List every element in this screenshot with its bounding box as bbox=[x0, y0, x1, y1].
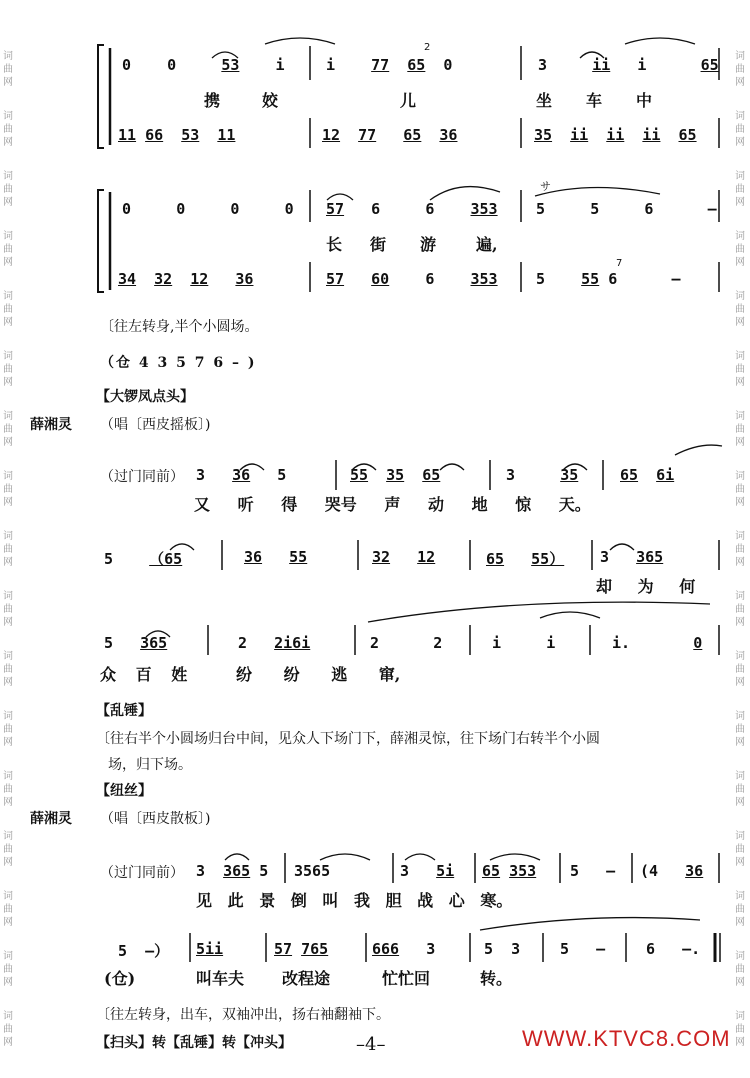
line7-notes-m5: 5 3 bbox=[484, 940, 521, 958]
line6-notes-m4: 65 353 bbox=[482, 862, 537, 880]
system2-top-row-m3: 5 5 6 – bbox=[536, 200, 717, 218]
lyric: 坐 bbox=[536, 91, 553, 110]
line5-notes-m2: 2 2i6i bbox=[238, 634, 311, 652]
watermark-glyph: 词 曲 网 bbox=[735, 531, 745, 568]
watermark-glyph: 词 曲 网 bbox=[735, 771, 745, 808]
watermark-glyph: 词 曲 网 bbox=[3, 291, 13, 328]
system2-top-row-m2: 57 6 6 353 bbox=[326, 200, 498, 218]
role-name: 薛湘灵 bbox=[30, 417, 72, 433]
line7-notes-m2: 5ii bbox=[196, 940, 224, 958]
watermark-glyph: 词 曲 网 bbox=[3, 591, 13, 628]
watermark-glyph: 词 曲 网 bbox=[735, 171, 745, 208]
grace-note: 7 bbox=[616, 258, 623, 269]
watermark-glyph: 词 曲 网 bbox=[735, 711, 745, 748]
system2-bottom-row-m3: 5 55 6 – bbox=[536, 270, 681, 288]
grace-note: 2 bbox=[424, 42, 431, 53]
line7-lyric: 叫车夫 bbox=[196, 969, 245, 988]
line5-notes-m3: 2 2 bbox=[370, 634, 443, 652]
prelude: （过门同前） bbox=[100, 469, 184, 485]
percussion-line: （仓 4 3 5 7 6 – ) bbox=[100, 355, 257, 371]
gong-cue: 【乱锤】 bbox=[96, 703, 152, 719]
watermark-glyph: 词 曲 网 bbox=[735, 231, 745, 268]
line4-notes: 5 （65 bbox=[104, 550, 183, 568]
line7-notes: 5 –） bbox=[118, 942, 170, 960]
watermark-glyph: 词 曲 网 bbox=[3, 171, 13, 208]
line6-notes-m5: 5 – bbox=[570, 862, 616, 880]
mark: サ bbox=[540, 180, 551, 193]
system1-top-row-m2: i 77 65 0 bbox=[326, 56, 453, 74]
line7-lyric: 改程途 bbox=[282, 969, 331, 988]
stage-direction: 〔往右半个小圆场归台中间，见众人下场门下，薛湘灵惊，往下场门右转半个小圆 bbox=[96, 731, 600, 747]
line5-lyrics-a: 众 百 姓 bbox=[100, 665, 188, 684]
watermark-glyph: 词 曲 网 bbox=[735, 1011, 745, 1048]
line3-notes-m2: 55 35 65 bbox=[350, 466, 441, 484]
watermark-glyph: 词 曲 网 bbox=[735, 111, 745, 148]
lyric: 游 bbox=[420, 235, 437, 254]
sing-cue: （唱〔西皮散板〕) bbox=[100, 811, 211, 827]
line7-lyric: (仓) bbox=[104, 969, 136, 988]
line7-notes-m4: 666 3 bbox=[372, 940, 436, 958]
system1-top-row-m3: 3 ii i 65 bbox=[538, 56, 719, 74]
line7-lyric: 忙忙回 bbox=[382, 969, 431, 988]
lyric: 街 bbox=[370, 235, 387, 254]
watermark-glyph: 词 曲 网 bbox=[735, 891, 745, 928]
gong-cue: 【大锣凤点头】 bbox=[96, 389, 194, 405]
site-logo: WWW.KTVC8.COM bbox=[522, 1026, 731, 1051]
lyric: 长 bbox=[326, 235, 343, 254]
gong-cue: 【纽丝】 bbox=[96, 783, 152, 799]
watermark-glyph: 词 曲 网 bbox=[3, 231, 13, 268]
watermark-glyph: 词 曲 网 bbox=[735, 951, 745, 988]
stage-direction: 〔往左转身,半个小圆场。 bbox=[100, 319, 259, 335]
line7-notes-m3: 57 765 bbox=[274, 940, 329, 958]
watermark-glyph: 词 曲 网 bbox=[735, 831, 745, 868]
watermark-glyph: 词 曲 网 bbox=[3, 651, 13, 688]
watermark-glyph: 词 曲 网 bbox=[3, 1011, 13, 1048]
watermark-glyph: 词 曲 网 bbox=[3, 471, 13, 508]
watermark-glyph: 词 曲 网 bbox=[3, 771, 13, 808]
system1-top-row: 0 0 53 i bbox=[122, 56, 285, 74]
watermark-glyph: 词 曲 网 bbox=[735, 591, 745, 628]
line4-notes-m2: 36 55 bbox=[244, 548, 308, 566]
prelude: （过门同前） bbox=[100, 865, 184, 881]
line6-notes-m3: 3 5i bbox=[400, 862, 455, 880]
watermark-glyph: 词 曲 网 bbox=[3, 951, 13, 988]
line6-lyrics: 见 此 景 倒 叫 我 胆 战 心 寒。 bbox=[196, 891, 513, 910]
watermark-glyph: 词 曲 网 bbox=[3, 891, 13, 928]
lyric: 遍, bbox=[476, 235, 498, 254]
watermark-glyph: 词 曲 网 bbox=[735, 471, 745, 508]
line6-notes-m6: (4 36 bbox=[640, 862, 704, 880]
system2-bottom-row: 34 32 12 36 bbox=[118, 270, 254, 288]
watermark-glyph: 词 曲 网 bbox=[3, 351, 13, 388]
line6-notes: 3 365 5 bbox=[196, 862, 269, 880]
line7-lyric: 转。 bbox=[480, 969, 513, 988]
lyric: 儿 bbox=[400, 91, 417, 110]
sing-cue: （唱〔西皮摇板〕) bbox=[100, 417, 211, 433]
line5-notes: 5 365 bbox=[104, 634, 168, 652]
system2-top-row: 0 0 0 0 bbox=[122, 200, 294, 218]
system1-bottom-row: 11 66 53 11 bbox=[118, 126, 236, 144]
watermark-glyph: 词 曲 网 bbox=[735, 651, 745, 688]
gong-cue: 【扫头】转【乱锤】转【冲头】 bbox=[96, 1035, 292, 1051]
line3-notes-m4: 65 6i bbox=[620, 466, 675, 484]
line3-notes: 3 36 5 bbox=[196, 466, 287, 484]
watermark-glyph: 词 曲 网 bbox=[735, 411, 745, 448]
stage-direction: 〔往左转身，出车，双袖冲出，扬右袖翻袖下。 bbox=[96, 1007, 390, 1023]
system2-bottom-row-m2: 57 60 6 353 bbox=[326, 270, 498, 288]
line4-notes-m5: 3 365 bbox=[600, 548, 664, 566]
watermark-glyph: 词 曲 网 bbox=[735, 291, 745, 328]
line7-notes-m6: 5 – bbox=[560, 940, 606, 958]
watermark-glyph: 词 曲 网 bbox=[735, 351, 745, 388]
watermark-glyph: 词 曲 网 bbox=[3, 411, 13, 448]
line5-notes-m4: i i bbox=[492, 634, 556, 652]
lyric: 姣 bbox=[262, 91, 279, 110]
line4-lyrics: 却 为 何 bbox=[596, 577, 696, 596]
line6-notes-m2: 3565 bbox=[294, 862, 331, 880]
watermark-glyph: 词 曲 网 bbox=[735, 51, 745, 88]
line4-notes-m4: 65 55） bbox=[486, 550, 565, 568]
role-name: 薛湘灵 bbox=[30, 811, 72, 827]
line3-notes-m3: 3 35 bbox=[506, 466, 579, 484]
lyric: 中 bbox=[636, 91, 653, 110]
watermark-glyph: 词 曲 网 bbox=[3, 711, 13, 748]
lyric: 车 bbox=[586, 91, 603, 110]
page-number: –4– bbox=[356, 1034, 386, 1055]
watermark-glyph: 词 曲 网 bbox=[3, 831, 13, 868]
lyric: 携 bbox=[204, 91, 221, 110]
watermark-glyph: 词 曲 网 bbox=[3, 531, 13, 568]
line4-notes-m3: 32 12 bbox=[372, 548, 436, 566]
line7-notes-m7: 6 –. bbox=[646, 940, 701, 958]
watermark-glyph: 词 曲 网 bbox=[3, 51, 13, 88]
line5-lyrics-b: 纷 纷 逃 窜, bbox=[236, 665, 401, 684]
system1-bottom-row-m2: 12 77 65 36 bbox=[322, 126, 458, 144]
stage-direction-cont: 场，归下场。 bbox=[108, 757, 192, 773]
system1-bottom-row-m3: 35 ii ii ii 65 bbox=[534, 126, 697, 144]
watermark-glyph: 词 曲 网 bbox=[3, 111, 13, 148]
line3-lyrics: 又 听 得 哭号 声 动 地 惊 天。 bbox=[194, 495, 591, 514]
line5-notes-m5: i. 0 bbox=[612, 634, 703, 652]
